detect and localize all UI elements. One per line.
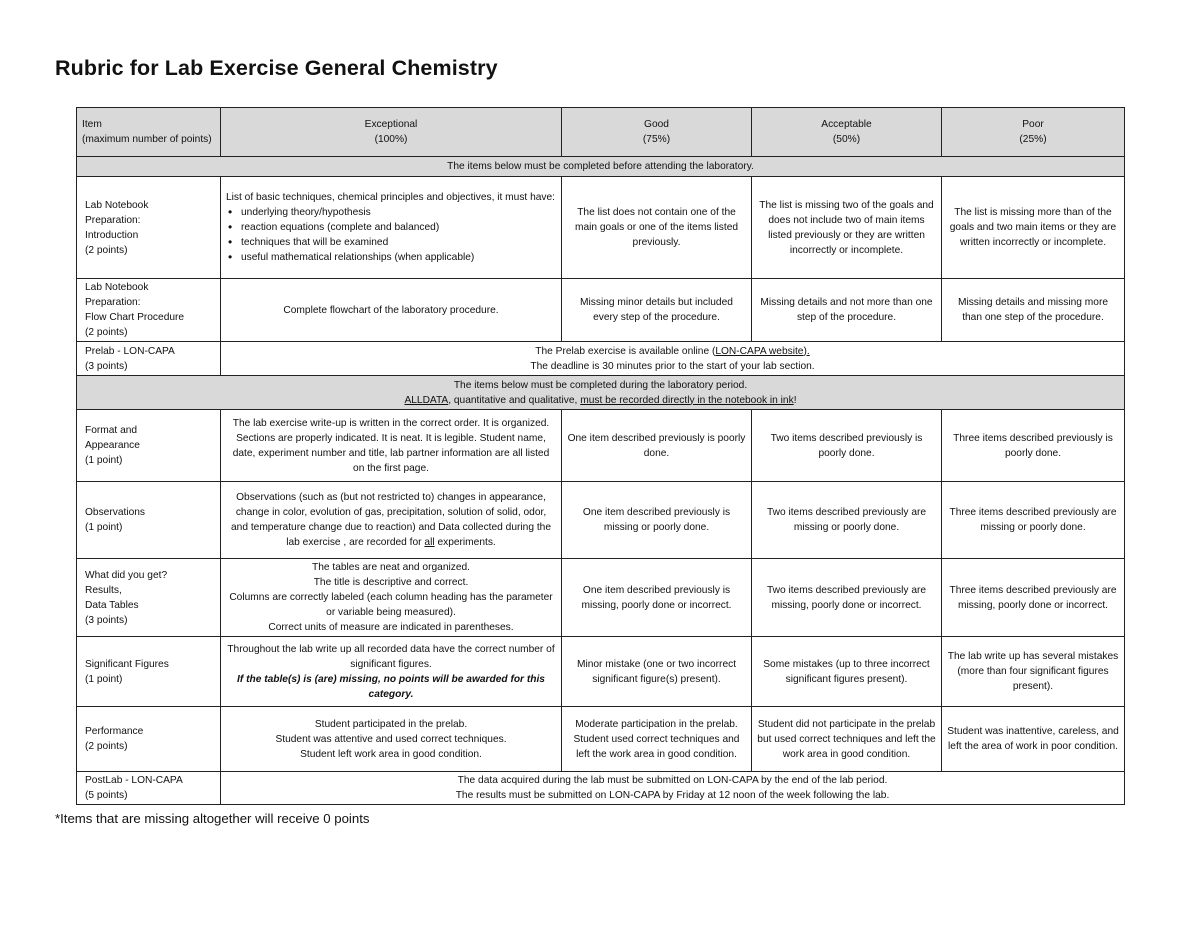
acceptable-cell: Missing details and not more than one step of the procedure. [752,279,942,342]
poor-cell: Three items described previously are missing, poorly done or incorrect. [942,559,1125,637]
table-row-performance [77,707,1125,772]
section-band-before [77,157,1125,177]
sigfigs-missing-warning: If the table(s) is (are) missing, no points will be awarded for this category. [237,673,545,700]
list-item: • useful mathematical relationships (when applicable) [239,250,556,265]
item-name: Data Tables [85,599,139,611]
poor-cell: Three items described previously are missing or poorly done. [942,482,1125,559]
header-item-max-points: (maximum number of points) [82,134,212,145]
exceptional-cell [221,707,562,772]
poor-cell: Student was inattentive, careless, and left the area of work in poor condition. [942,707,1125,772]
item-points: (3 points) [85,360,128,372]
header-exceptional-pct: (100%) [374,134,408,145]
performance-criterion: Student left work area in good condition. [300,748,482,760]
observations-all: all [424,537,435,548]
good-cell: Moderate participation in the prelab. Student used correct techniques and left the work area in good condition. [562,707,752,772]
good-cell: One item described previously is missing, poorly done or incorrect. [562,559,752,637]
exceptional-cell [221,559,562,637]
criteria-intro: List of basic techniques, chemical principles and objectives, it must have: [226,192,555,203]
prelab-description [221,342,1125,376]
item-name: PostLab - LON-CAPA [85,775,183,786]
item-cell-performance [77,707,221,772]
item-name: Observations [85,507,146,518]
item-name: Prelab - LON-CAPA [85,345,175,357]
poor-cell: The lab write up has several mistakes (more than four significant figures present). [942,637,1125,707]
section-during-end: ! [793,394,797,406]
observations-criteria-end: experiments. [434,537,496,548]
criteria-bullet-list [226,205,556,265]
acceptable-cell: Two items described previously are missing or poorly done. [752,482,942,559]
performance-criterion: Student participated in the prelab. [314,718,468,730]
acceptable-cell: The list is missing two of the goals and does not include two of main items listed previously or they are written incorrectly or incomplete. [752,177,942,279]
table-row-observations [77,482,1125,559]
good-cell: One item described previously is missing or poorly done. [562,482,752,559]
item-name: Lab Notebook [85,199,149,211]
item-cell-sigfigs [77,637,221,707]
acceptable-cell: Some mistakes (up to three incorrect significant figures present). [752,637,942,707]
lon-capa-website-link[interactable]: LON-CAPA website [715,345,804,357]
results-criterion: Columns are correctly labeled (each column heading has the parameter or variable being measured). [229,592,553,618]
good-cell: The list does not contain one of the main goals or one of the items listed previously. [562,177,752,279]
item-points: (2 points) [85,741,128,752]
postlab-line-2: The results must be submitted on LON-CAPA by Friday at 12 noon of the week following the lab. [455,790,890,801]
item-points: (1 point) [85,673,123,685]
header-acceptable-label: Acceptable [821,119,872,130]
header-exceptional-label: Exceptional [364,119,418,130]
section-band-during [77,376,1125,410]
item-cell-results [77,559,221,637]
item-points: (2 points) [85,244,128,256]
poor-cell: Three items described previously is poorly done. [942,410,1125,482]
document-title: Rubric for Lab Exercise General Chemistry [55,56,498,80]
recorded-in-ink-text: must be recorded directly in the notebook in ink [580,394,794,406]
header-good-pct: (75%) [642,134,671,145]
item-name: Preparation: [85,214,141,226]
table-row-prelab [77,342,1125,376]
item-name: Significant Figures [85,658,169,670]
section-during-mid: , quantitative and qualitative, [448,394,581,406]
acceptable-cell: Two items described previously are missing, poorly done or incorrect. [752,559,942,637]
item-name: Performance [85,726,144,737]
table-row-sigfigs [77,637,1125,707]
list-item: • underlying theory/hypothesis [239,205,556,220]
header-good [562,108,752,157]
item-name: Flow Chart Procedure [85,312,185,323]
section-before-text: The items below must be completed before attending the laboratory. [77,157,1125,177]
item-name: What did you get? [85,569,168,581]
item-cell-postlab [77,772,221,805]
item-points: (1 point) [85,455,123,466]
prelab-deadline: The deadline is 30 minutes prior to the start of your lab section. [530,360,815,372]
prelab-text-end: ). [803,345,810,357]
acceptable-cell: Two items described previously is poorly done. [752,410,942,482]
poor-cell: Missing details and missing more than one step of the procedure. [942,279,1125,342]
prelab-text: The Prelab exercise is available online ( [535,345,716,357]
header-row [77,108,1125,157]
alldata-text: ALLDATA [404,394,449,406]
sigfigs-criterion: Throughout the lab write up all recorded data have the correct number of significant figures. [227,643,555,670]
item-cell-notebook-flow [77,279,221,342]
item-name: Format and [85,425,138,436]
header-item-label: Item [82,119,102,130]
header-acceptable-pct: (50%) [832,134,861,145]
header-good-label: Good [644,119,669,130]
header-exceptional [221,108,562,157]
list-item: • reaction equations (complete and balanced) [239,220,556,235]
observations-criteria: Observations (such as (but not restricted to) changes in appearance, change in color, evolution of gas, precipitation, solution of solid, odor, and temperature change due to reaction) and Data collected during the lab exercise , are recorded for [231,492,551,548]
header-item-cell [77,108,221,157]
postlab-line-1: The data acquired during the lab must be submitted on LON-CAPA by the end of the lab period. [457,775,888,786]
good-cell: Minor mistake (one or two incorrect significant figure(s) present). [562,637,752,707]
good-cell: One item described previously is poorly done. [562,410,752,482]
item-name: Results, [85,584,122,596]
item-cell-notebook-intro [77,177,221,279]
item-cell-observations [77,482,221,559]
poor-cell: The list is missing more than of the goals and two main items or they are written incorrectly or incomplete. [942,177,1125,279]
item-cell-format [77,410,221,482]
performance-criterion: Student was attentive and used correct techniques. [275,733,507,745]
exceptional-cell: Complete flowchart of the laboratory procedure. [221,279,562,342]
results-criterion: The title is descriptive and correct. [313,577,469,588]
item-points: (5 points) [85,790,128,801]
item-name: Lab Notebook [85,282,149,293]
exceptional-cell: The lab exercise write-up is written in the correct order. It is organized. Sections are properly indicated. It is neat. It is legible. Student name, date, experiment number and title, lab partner information are all listed on the first page. [221,410,562,482]
header-acceptable [752,108,942,157]
header-poor [942,108,1125,157]
table-row-postlab [77,772,1125,805]
item-points: (2 points) [85,327,128,338]
postlab-description [221,772,1125,805]
table-row-results [77,559,1125,637]
good-cell: Missing minor details but included every step of the procedure. [562,279,752,342]
exceptional-cell [221,637,562,707]
section-during-line-1: The items below must be completed during the laboratory period. [453,379,748,391]
item-points: (3 points) [85,614,128,626]
table-row-notebook-intro [77,177,1125,279]
table-row-notebook-flow [77,279,1125,342]
exceptional-cell [221,177,562,279]
item-name: Preparation: [85,297,141,308]
list-item: • techniques that will be examined [239,235,556,250]
section-during-line-2 [82,393,1119,408]
footnote: *Items that are missing altogether will receive 0 points [55,811,370,826]
section-during-text [77,376,1125,410]
item-name: Appearance [85,440,140,451]
table-row-format [77,410,1125,482]
results-criterion: The tables are neat and organized. [311,562,471,573]
item-points: (1 point) [85,522,123,533]
item-cell-prelab [77,342,221,376]
results-criterion: Correct units of measure are indicated in parentheses. [268,622,514,633]
prelab-line-1 [226,344,1119,359]
exceptional-cell [221,482,562,559]
item-name: Introduction [85,229,139,241]
rubric-table [76,107,1125,805]
header-poor-pct: (25%) [1019,134,1047,145]
acceptable-cell: Student did not participate in the prelab but used correct techniques and left the work area in good condition. [752,707,942,772]
header-poor-label: Poor [1022,119,1044,130]
